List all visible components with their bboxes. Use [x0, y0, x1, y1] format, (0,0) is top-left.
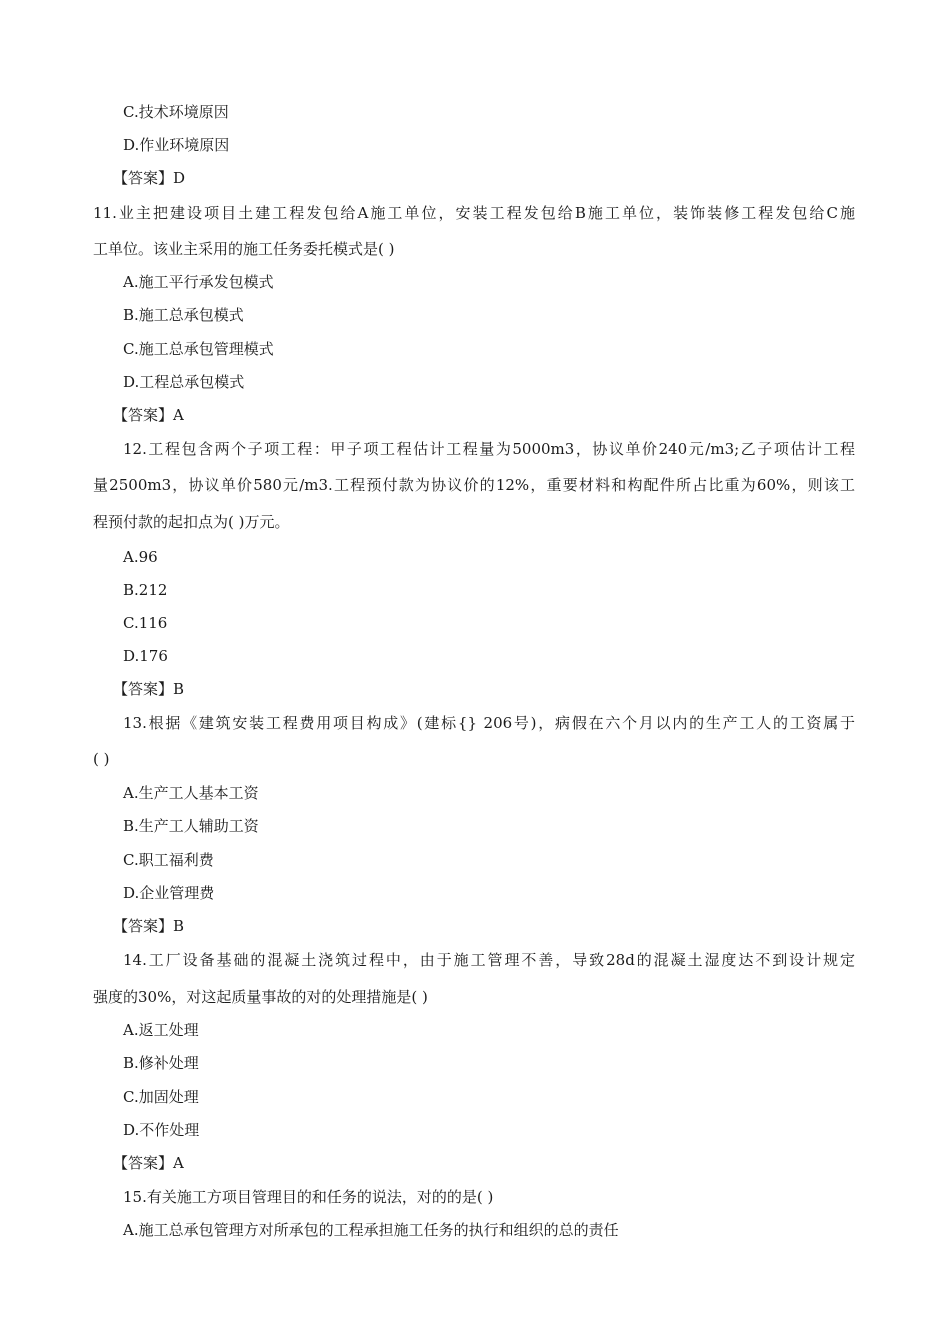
- option-a: A.施工总承包管理方对所承包的工程承担施工任务的执行和组织的总的责任: [123, 1221, 619, 1239]
- option-c: C.技术环境原因: [123, 103, 229, 121]
- question-14-line-2: 强度的30%，对这起质量事故的对的处理措施是( ): [93, 988, 428, 1006]
- option-d: D.不作处理: [123, 1121, 200, 1139]
- option-c: C.施工总承包管理模式: [123, 340, 274, 358]
- option-d: D.作业环境原因: [123, 136, 230, 154]
- option-b: B.施工总承包模式: [123, 306, 244, 324]
- option-a: A.施工平行承发包模式: [123, 273, 274, 291]
- question-11-line-2: 工单位。该业主采用的施工任务委托模式是( ): [93, 240, 395, 258]
- option-c: C.职工福利费: [123, 851, 214, 869]
- option-c: C.116: [123, 614, 168, 632]
- option-d: D.工程总承包模式: [123, 373, 245, 391]
- answer-line: 【答案】A: [113, 406, 184, 424]
- option-d: D.企业管理费: [123, 884, 215, 902]
- option-a: A.生产工人基本工资: [123, 784, 259, 802]
- question-15-line-1: 15.有关施工方项目管理目的和任务的说法，对的的是( ): [123, 1188, 494, 1206]
- option-a: A.96: [123, 548, 158, 566]
- question-13-line-1: 13.根据《建筑安装工程费用项目构成》(建标{} 206号)，病假在六个月以内的生产工人的工资属于: [123, 714, 855, 732]
- option-b: B.生产工人辅助工资: [123, 817, 259, 835]
- answer-line: 【答案】B: [113, 680, 185, 698]
- option-a: A.返工处理: [123, 1021, 199, 1039]
- answer-line: 【答案】B: [113, 917, 185, 935]
- question-12-line-1: 12.工程包含两个子项工程：甲子项工程估计工程量为5000m3，协议单价240元/m3;乙子项估计工程: [123, 440, 855, 458]
- answer-line: 【答案】A: [113, 1154, 184, 1172]
- option-d: D.176: [123, 647, 168, 665]
- question-12-line-3: 程预付款的起扣点为( )万元。: [93, 513, 290, 531]
- option-c: C.加固处理: [123, 1088, 199, 1106]
- question-12-line-2: 量2500m3，协议单价580元/m3.工程预付款为协议价的12%，重要材料和构配件所占比重为60%，则该工: [93, 476, 855, 494]
- question-11-line-1: 11.业主把建设项目土建工程发包给A施工单位，安装工程发包给B施工单位，装饰装修工程发包给C施: [93, 204, 855, 222]
- question-14-line-1: 14.工厂设备基础的混凝土浇筑过程中，由于施工管理不善，导致28d的混凝土湿度达不到设计规定: [123, 951, 855, 969]
- answer-line: 【答案】D: [113, 169, 186, 187]
- question-13-line-2: ( ): [93, 750, 110, 768]
- option-b: B.修补处理: [123, 1054, 199, 1072]
- option-b: B.212: [123, 581, 168, 599]
